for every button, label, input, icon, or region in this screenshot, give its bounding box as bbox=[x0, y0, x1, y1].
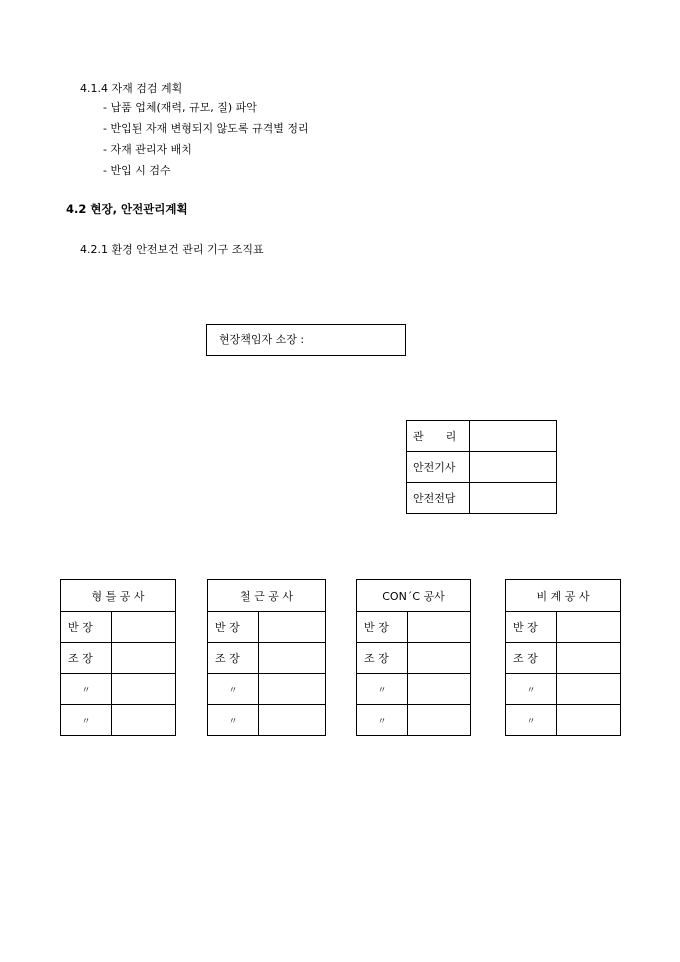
table-row bbox=[357, 674, 471, 705]
table-row bbox=[357, 612, 471, 643]
table-row bbox=[61, 612, 176, 643]
ditto-mark: 〃 bbox=[208, 705, 259, 736]
team-role-label: 반 장 bbox=[61, 612, 112, 643]
table-row bbox=[506, 674, 621, 705]
team-role-value-cell bbox=[259, 705, 326, 736]
team-name: 철 근 공 사 bbox=[208, 580, 326, 612]
safety-engineer-label: 안전기사 bbox=[407, 452, 470, 483]
rebar-team-table bbox=[207, 579, 326, 736]
table-row bbox=[407, 452, 557, 483]
table-row bbox=[407, 421, 557, 452]
table-row bbox=[506, 705, 621, 736]
concrete-team-table bbox=[356, 579, 471, 736]
site-chief-box: 현장책임자 소장 : bbox=[206, 324, 406, 356]
team-role-label: 반 장 bbox=[357, 612, 408, 643]
table-row bbox=[61, 674, 176, 705]
team-role-value-cell bbox=[557, 705, 621, 736]
table-row bbox=[61, 580, 176, 612]
section-4-1-4-heading: 4.1.4 자재 검검 계획 bbox=[80, 82, 183, 95]
ditto-mark: 〃 bbox=[506, 674, 557, 705]
table-row bbox=[208, 674, 326, 705]
ditto-mark: 〃 bbox=[506, 705, 557, 736]
table-row bbox=[208, 643, 326, 674]
ditto-mark: 〃 bbox=[61, 674, 112, 705]
team-role-label: 조 장 bbox=[357, 643, 408, 674]
ditto-mark: 〃 bbox=[208, 674, 259, 705]
team-role-label: 반 장 bbox=[506, 612, 557, 643]
list-item: - 반입된 자재 변형되지 않도록 규격별 정리 bbox=[103, 122, 309, 135]
table-row bbox=[357, 580, 471, 612]
team-name: 비 계 공 사 bbox=[506, 580, 621, 612]
team-role-value-cell bbox=[557, 612, 621, 643]
safety-officer-value-cell bbox=[470, 483, 557, 514]
team-role-value-cell bbox=[408, 674, 471, 705]
management-value-cell bbox=[470, 421, 557, 452]
ditto-mark: 〃 bbox=[61, 705, 112, 736]
team-role-value-cell bbox=[112, 643, 176, 674]
table-row bbox=[357, 643, 471, 674]
team-role-value-cell bbox=[259, 674, 326, 705]
team-role-label: 조 장 bbox=[61, 643, 112, 674]
team-name: 형 틀 공 사 bbox=[61, 580, 176, 612]
ditto-mark: 〃 bbox=[357, 705, 408, 736]
table-row bbox=[506, 612, 621, 643]
list-item: - 반입 시 검수 bbox=[103, 164, 171, 177]
management-table bbox=[406, 420, 557, 514]
table-row bbox=[61, 705, 176, 736]
table-row bbox=[506, 580, 621, 612]
team-role-value-cell bbox=[408, 705, 471, 736]
formwork-team-table bbox=[60, 579, 176, 736]
table-row bbox=[357, 705, 471, 736]
list-item: - 납품 업체(재력, 규모, 질) 파악 bbox=[103, 101, 257, 114]
team-role-value-cell bbox=[408, 643, 471, 674]
table-row bbox=[208, 705, 326, 736]
team-role-value-cell bbox=[112, 705, 176, 736]
safety-officer-label: 안전전담 bbox=[407, 483, 470, 514]
section-4-2-1-heading: 4.2.1 환경 안전보건 관리 기구 조직표 bbox=[80, 243, 264, 256]
scaffolding-team-table bbox=[505, 579, 621, 736]
section-4-2-title: 4.2 현장, 안전관리계획 bbox=[66, 202, 188, 216]
team-role-value-cell bbox=[557, 643, 621, 674]
team-name: CON´C 공사 bbox=[357, 580, 471, 612]
team-role-value-cell bbox=[259, 643, 326, 674]
team-role-label: 조 장 bbox=[506, 643, 557, 674]
table-row bbox=[407, 483, 557, 514]
safety-engineer-value-cell bbox=[470, 452, 557, 483]
team-role-value-cell bbox=[557, 674, 621, 705]
table-row bbox=[208, 580, 326, 612]
table-row bbox=[208, 612, 326, 643]
team-role-value-cell bbox=[112, 612, 176, 643]
team-role-label: 반 장 bbox=[208, 612, 259, 643]
team-role-value-cell bbox=[259, 612, 326, 643]
table-row bbox=[61, 643, 176, 674]
team-role-value-cell bbox=[408, 612, 471, 643]
ditto-mark: 〃 bbox=[357, 674, 408, 705]
team-role-value-cell bbox=[112, 674, 176, 705]
inspection-plan-list bbox=[103, 97, 309, 181]
team-role-label: 조 장 bbox=[208, 643, 259, 674]
table-row bbox=[506, 643, 621, 674]
management-label: 관 리 bbox=[407, 421, 470, 452]
list-item: - 자재 관리자 배치 bbox=[103, 143, 192, 156]
